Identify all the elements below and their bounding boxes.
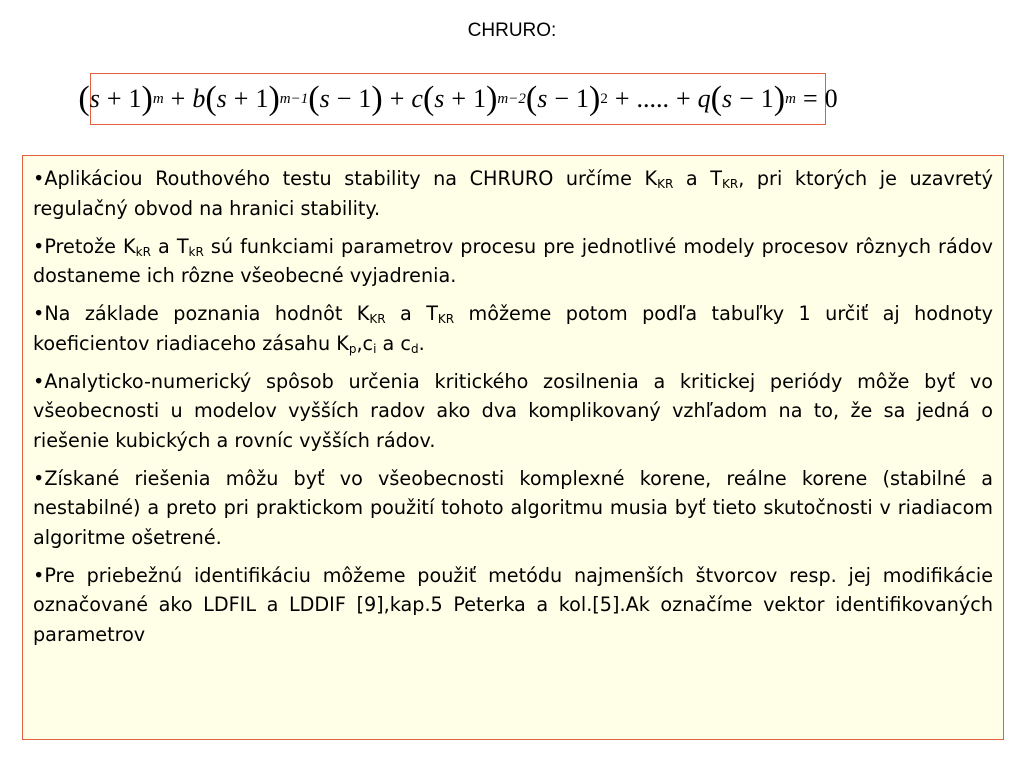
eq-coef: c [411,84,423,113]
paren-close: ) [486,80,498,117]
content-panel [22,155,1004,740]
para-text: sú funkciami parametrov procesu pre jednotlivé modely procesov rôznych rádov dostaneme ich rôzne všeobecné vyjadrenia. [33,234,993,287]
para-text: •Na základe poznania hodnôt K [33,302,370,325]
eq-exp: m−1 [279,90,309,107]
bullet-paragraph-6: •Pre priebežnú identifikáciu môžeme použiť metódu najmenších štvorcov resp. jej modifikácie označované ako LDFIL a LDDIF [9],kap.5 Peterka a kol.[5].Ak označíme vektor identifikovaných parametrov [33,563,993,646]
eq-var: s [537,84,548,113]
eq-op: + [389,84,405,113]
paren-open: ( [710,80,722,117]
eq-op: + [233,84,249,113]
eq-op: + [675,84,691,113]
para-text: •Pretože K [33,234,136,258]
eq-exp: m [785,90,796,107]
eq-exp: m−2 [497,90,526,107]
eq-num: 1 [128,84,142,113]
paren-open: ( [308,80,320,117]
eq-op: + [451,84,467,113]
eq-num: 1 [575,84,589,113]
subscript: kR [188,244,204,259]
subscript: i [373,341,377,356]
paren-open: ( [205,80,217,117]
eq-num: 1 [473,84,487,113]
bullet-paragraph-5: •Získané riešenia môžu byť vo všeobecnosti komplexné korene, reálne korene (stabilné a nestabilné) a preto pri praktickom použití tohoto algoritmu musia byť tieto skutočnosti v riadiacom algoritme ošetrené. [33,466,993,549]
eq-exp: 2 [600,90,608,107]
eq-num: 1 [255,84,269,113]
eq-coef: q [697,84,711,113]
subscript: KR [437,312,455,326]
eq-num: 1 [358,84,372,113]
paren-close: ) [268,80,280,117]
eq-op: + [170,84,186,113]
eq-coef: b [192,84,206,113]
eq-op: − [336,84,352,113]
eq-var: s [721,84,733,113]
eq-num: 1 [760,84,774,113]
paren-close: ) [588,80,601,117]
subscript: p [348,341,357,356]
para-text: a T [385,302,438,325]
para-text: môžeme potom podľa tabuľky 1 určiť aj hodnoty koeficientov riadiaceho zásahu K [33,302,993,355]
para-text: ,c [356,331,374,355]
eq-var: s [434,84,445,113]
para-text: . [418,331,425,355]
bullet-paragraph-2 [33,232,993,291]
paren-close: ) [371,80,383,117]
subscript: KR [657,177,674,191]
eq-op: − [554,84,569,113]
eq-op: + [614,84,630,113]
subscript: kR [135,244,151,259]
eq-exp: m [152,90,164,107]
paren-open: ( [525,80,538,117]
subscript: KR [721,177,739,191]
para-text: •Aplikáciou Routhového testu stability na CHRURO určíme K [33,167,658,190]
bullet-paragraph-3 [33,299,993,358]
paren-open: ( [78,80,90,117]
subscript: KR [369,312,386,326]
para-text: , pri ktorých je uzavretý regulačný obvod na hranici stability. [33,167,994,220]
paren-close: ) [141,80,153,117]
bullet-paragraph-4: •Analyticko-numerický spôsob určenia kritického zosilnenia a kritickej periódy môže byť vo všeobecnosti u modelov vyšších radov ako dva komplikovaný vzhľadom na to, že sa jedná o riešenie kubických a rovníc vyšších rádov. [33,369,993,452]
eq-var: s [89,84,100,113]
paren-open: ( [422,80,435,117]
para-text: a T [150,234,189,258]
para-text: a T [673,167,722,190]
para-text: a c [376,331,411,355]
paren-close: ) [773,80,786,117]
slide-title: CHRURO: [467,20,557,41]
bullet-paragraph-1 [33,164,993,223]
eq-op: = [802,84,818,113]
eq-op: − [739,84,754,113]
eq-var: s [216,84,227,113]
characteristic-equation [78,73,838,125]
eq-op: + [106,84,122,113]
eq-ellipsis: ..... [636,84,669,113]
eq-num: 0 [824,84,838,113]
eq-var: s [319,84,330,113]
subscript: d [410,341,419,356]
